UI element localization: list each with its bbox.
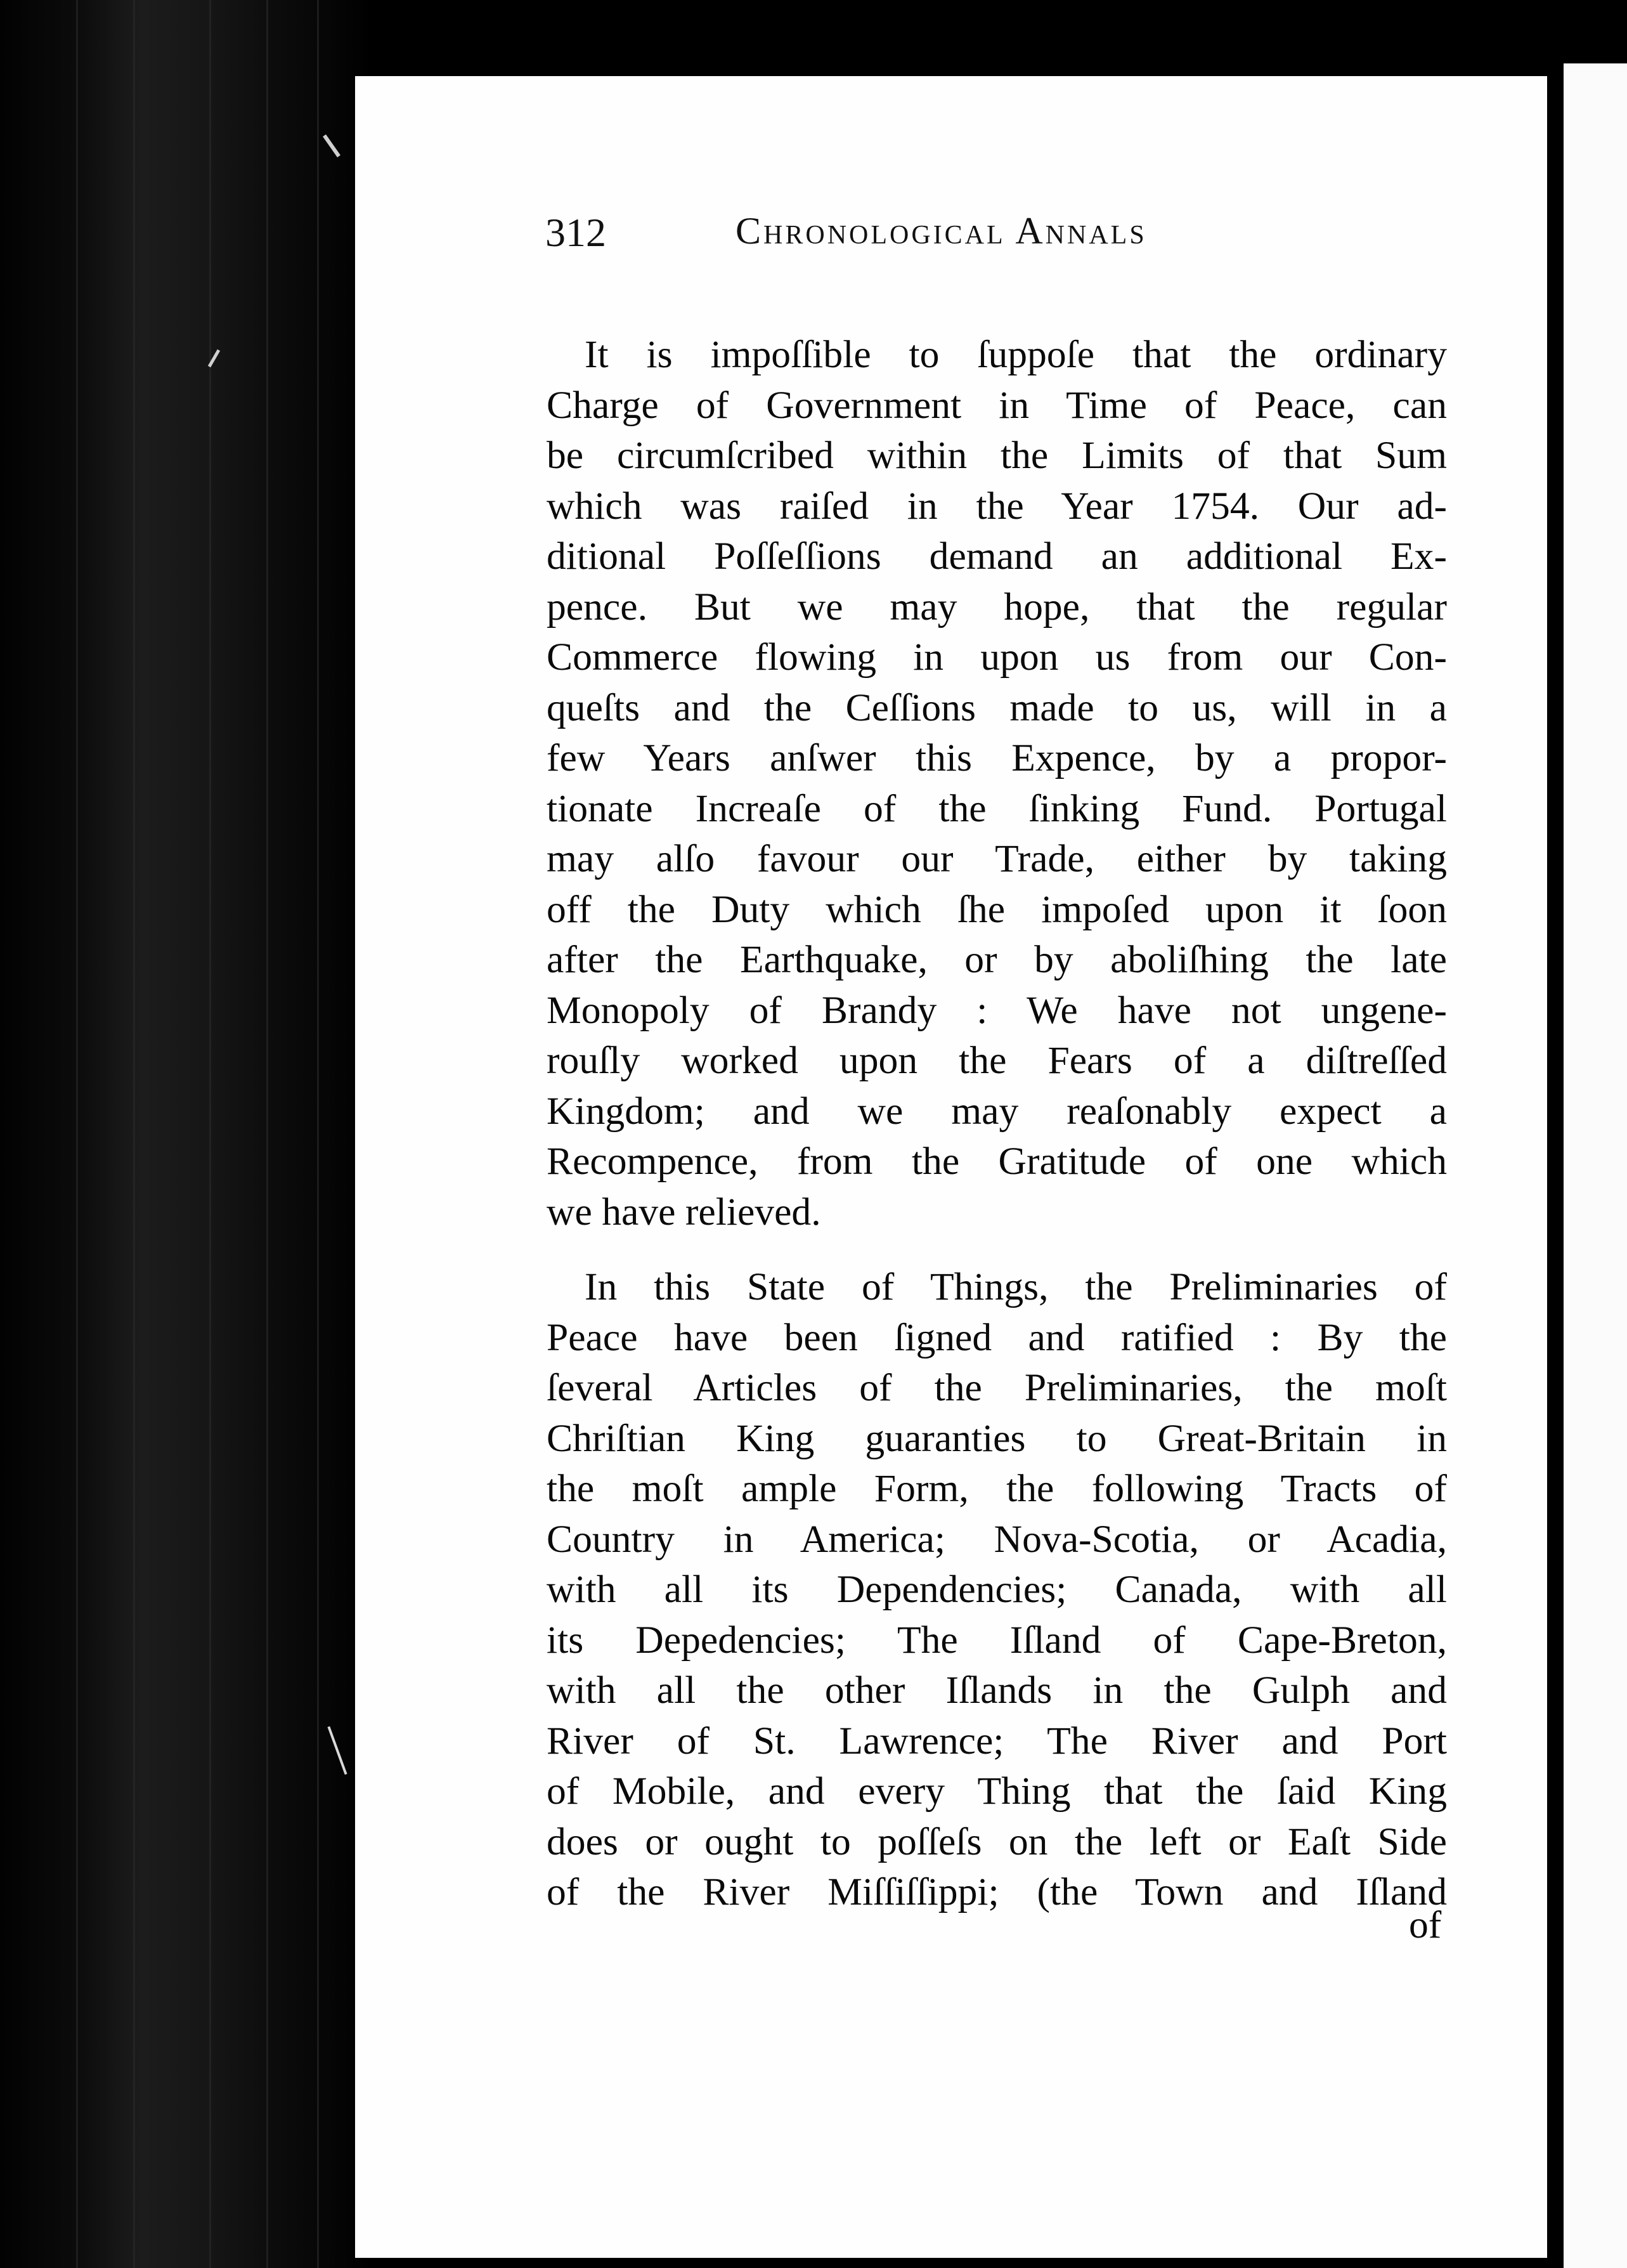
text-line: does or ought to poſſeſs on the left or Eaſt Side [547,1820,1447,1863]
page-header [545,209,1433,273]
catchword: of [1409,1903,1442,1946]
spine-streak [266,0,268,2268]
text-line: Peace have been ſigned and ratified : By the [547,1315,1447,1359]
text-line: It is impoſſible to ſuppoſe that the ordinary [585,333,1447,376]
text-line: Monopoly of Brandy : We have not ungene- [547,988,1447,1032]
text-line: ditional Poſſeſſions demand an additional Ex- [547,535,1447,578]
text-line: be circumſcribed within the Limits of that Sum [547,434,1447,477]
spine-streak [76,0,78,2268]
text-line: Recompence, from the Gratitude of one which [547,1140,1447,1183]
text-line: Kingdom; and we may reaſonably expect a [547,1089,1447,1133]
text-line: off the Duty which ſhe impoſed upon it ſoon [547,887,1447,931]
text-line: Chriſtian King guaranties to Great-Britain in [547,1416,1447,1460]
spine-streak [209,0,211,2268]
text-line: Country in America; Nova-Scotia, or Acadia, [547,1517,1447,1561]
spine-streak [317,0,319,2268]
text-line: after the Earthquake, or by aboliſhing the late [547,938,1447,981]
paragraph-1 [547,330,1447,1237]
text-line: with all its Dependencies; Canada, with all [547,1568,1447,1611]
text-line: ſeveral Articles of the Preliminaries, the moſt [547,1366,1447,1409]
text-line: of Mobile, and every Thing that the ſaid King [547,1769,1447,1813]
spine-streak [133,0,135,2268]
facing-page-edge [1564,63,1627,2268]
text-line: few Years anſwer this Expence, by a propor- [547,736,1447,779]
text-line: Commerce flowing in upon us from our Con- [547,635,1447,679]
text-line: River of St. Lawrence; The River and Port [547,1719,1447,1763]
book-spine [0,0,374,2268]
text-line: In this State of Things, the Preliminaries of [585,1265,1447,1308]
paragraph-2 [547,1262,1447,1918]
text-line: we have relieved. [547,1190,821,1234]
text-line: the moſt ample Form, the following Tracts of [547,1467,1447,1510]
page-number: 312 [545,210,606,255]
text-line: rouſly worked upon the Fears of a diſtreſſed [547,1039,1447,1082]
page-gutter [1547,0,1564,2268]
text-line: Charge of Government in Time of Peace, can [547,383,1447,427]
text-line: may alſo favour our Trade, either by taking [547,837,1447,880]
text-line: pence. But we may hope, that the regular [547,585,1447,629]
running-title: Chronological Annals [736,210,1147,252]
text-line: its Depedencies; The Iſland of Cape-Breton, [547,1618,1447,1662]
text-line: tionate Increaſe of the ſinking Fund. Portugal [547,786,1447,830]
text-line: of the River Miſſiſſippi; (the Town and Iſland [547,1870,1447,1913]
text-line: which was raiſed in the Year 1754. Our ad- [547,484,1447,528]
text-line: with all the other Iſlands in the Gulph and [547,1669,1447,1712]
text-line: queſts and the Ceſſions made to us, will in a [547,686,1447,729]
